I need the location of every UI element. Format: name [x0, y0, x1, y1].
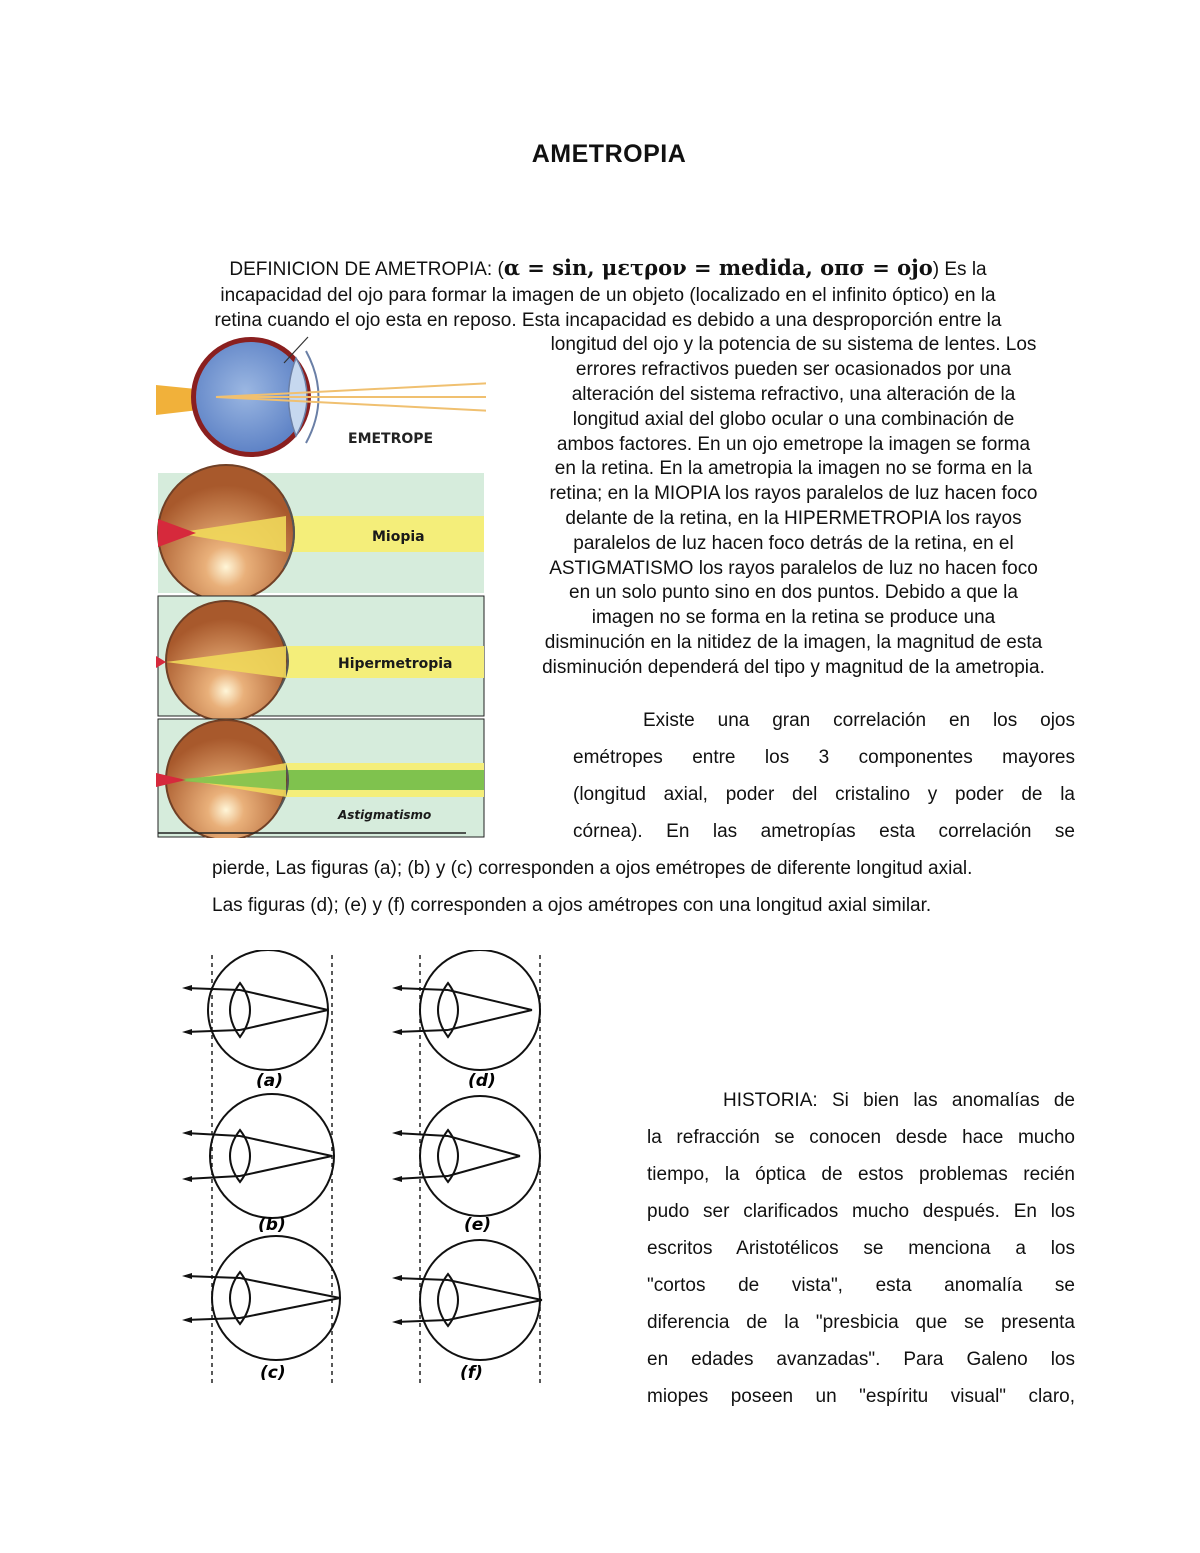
eye-c — [185, 1236, 340, 1360]
definition-line: retina cuando el ojo esta en reposo. Esta incapacidad es debido a una desproporción entre la — [214, 310, 1002, 331]
correlation-line: pierde, Las figuras (a); (b) y (c) corresponden a ojos emétropes de diferente longitud axial. — [212, 858, 973, 879]
eye-a — [185, 950, 328, 1070]
historia-line: pudo ser clarificados mucho después. En los — [647, 1201, 1075, 1222]
axial-length-figure — [180, 950, 550, 1390]
definition-column-line: longitud del ojo y la potencia de su sistema de lentes. Los — [550, 334, 1037, 355]
figure-label-c: (c) — [260, 1363, 286, 1383]
emetrope-label: EMETROPE — [348, 431, 434, 447]
correlation-continuation — [212, 850, 1092, 924]
correlation-line: (longitud axial, poder del cristalino y poder de la — [573, 784, 1075, 805]
definition-column-line: en un solo punto sino en dos puntos. Debido a que la — [569, 582, 1018, 603]
definition-column-line: errores refractivos pueden ser ocasionados por una — [575, 359, 1012, 380]
definition-column-line: paralelos de luz hacen foco detrás de la retina, en el — [573, 533, 1014, 554]
eye-e — [395, 1096, 540, 1216]
page-title: AMETROPIA — [531, 140, 687, 168]
figure-label-d: (d) — [468, 1071, 496, 1091]
definition-etymology: α = sin, μετρον = medida, οπσ = ojo — [503, 255, 933, 280]
emetrope-eye — [156, 337, 486, 457]
historia-line: diferencia de la "presbicia que se presenta — [647, 1312, 1075, 1333]
hipermetropia-eye — [156, 596, 484, 721]
definition-column-line: ASTIGMATISMO los rayos paralelos de luz no hacen foco — [549, 558, 1038, 579]
definition-line: incapacidad del ojo para formar la imagen de un objeto (localizado en el infinito óptico) en la — [220, 285, 996, 306]
definition-tail: ) Es la — [932, 259, 987, 280]
definition-column-line: ambos factores. En un ojo emetrope la imagen se forma — [556, 434, 1031, 455]
definition-column-line: retina; en la MIOPIA los rayos paralelos de luz hacen foco — [549, 483, 1038, 504]
figure-label-e: (e) — [464, 1215, 492, 1235]
historia-line: la refracción se conocen desde hace mucho — [647, 1127, 1075, 1148]
definition-column-line: imagen no se forma en la retina se produce una — [591, 607, 996, 628]
refraction-errors-figure — [156, 333, 486, 838]
historia-line: "cortos de vista", esta anomalía se — [647, 1275, 1075, 1296]
historia-line: tiempo, la óptica de estos problemas recién — [647, 1164, 1075, 1185]
figure-label-f: (f) — [460, 1363, 483, 1383]
definition-column-line: longitud axial del globo ocular o una combinación de — [572, 409, 1015, 430]
definition-column-line: disminución en la nitidez de la imagen, la magnitud de esta — [544, 632, 1043, 653]
historia-line: HISTORIA: Si bien las anomalías de — [723, 1090, 1075, 1111]
miopia-eye — [158, 465, 484, 601]
historia-line: escritos Aristotélicos se menciona a los — [647, 1238, 1075, 1259]
hipermetropia-label: Hipermetropia — [338, 656, 453, 672]
astigmatismo-eye — [156, 719, 484, 838]
astigmatismo-label: Astigmatismo — [338, 808, 432, 822]
historia-paragraph — [647, 1082, 1075, 1415]
historia-line: miopes poseen un "espíritu visual" claro, — [647, 1386, 1075, 1407]
correlation-line: Las figuras (d); (e) y (f) corresponden a ojos amétropes con una longitud axial similar. — [212, 895, 932, 916]
figure-label-b: (b) — [258, 1215, 286, 1235]
eye-f — [395, 1240, 542, 1360]
correlation-line: emétropes entre los 3 componentes mayores — [573, 747, 1075, 768]
correlation-line: Existe una gran correlación en los ojos — [643, 710, 1075, 731]
figure-label-a: (a) — [256, 1071, 284, 1091]
definition-first-line — [110, 256, 1106, 283]
eye-d — [395, 950, 540, 1070]
definition-lead: DEFINICION DE AMETROPIA: ( — [229, 259, 504, 280]
miopia-label: Miopia — [372, 529, 425, 545]
correlation-line: córnea). En las ametropías esta correlación se — [573, 821, 1075, 842]
eye-b — [185, 1094, 334, 1218]
definition-column-line: disminución dependerá del tipo y magnitud de la ametropia. — [542, 657, 1045, 678]
definition-column-line: delante de la retina, en la HIPERMETROPIA los rayos — [565, 508, 1022, 529]
historia-line: en edades avanzadas". Para Galeno los — [647, 1349, 1075, 1370]
correlation-paragraph — [573, 702, 1075, 850]
definition-column-line: alteración del sistema refractivo, una alteración de la — [571, 384, 1016, 405]
definition-column-line: en la retina. En la ametropia la imagen no se forma en la — [554, 458, 1033, 479]
